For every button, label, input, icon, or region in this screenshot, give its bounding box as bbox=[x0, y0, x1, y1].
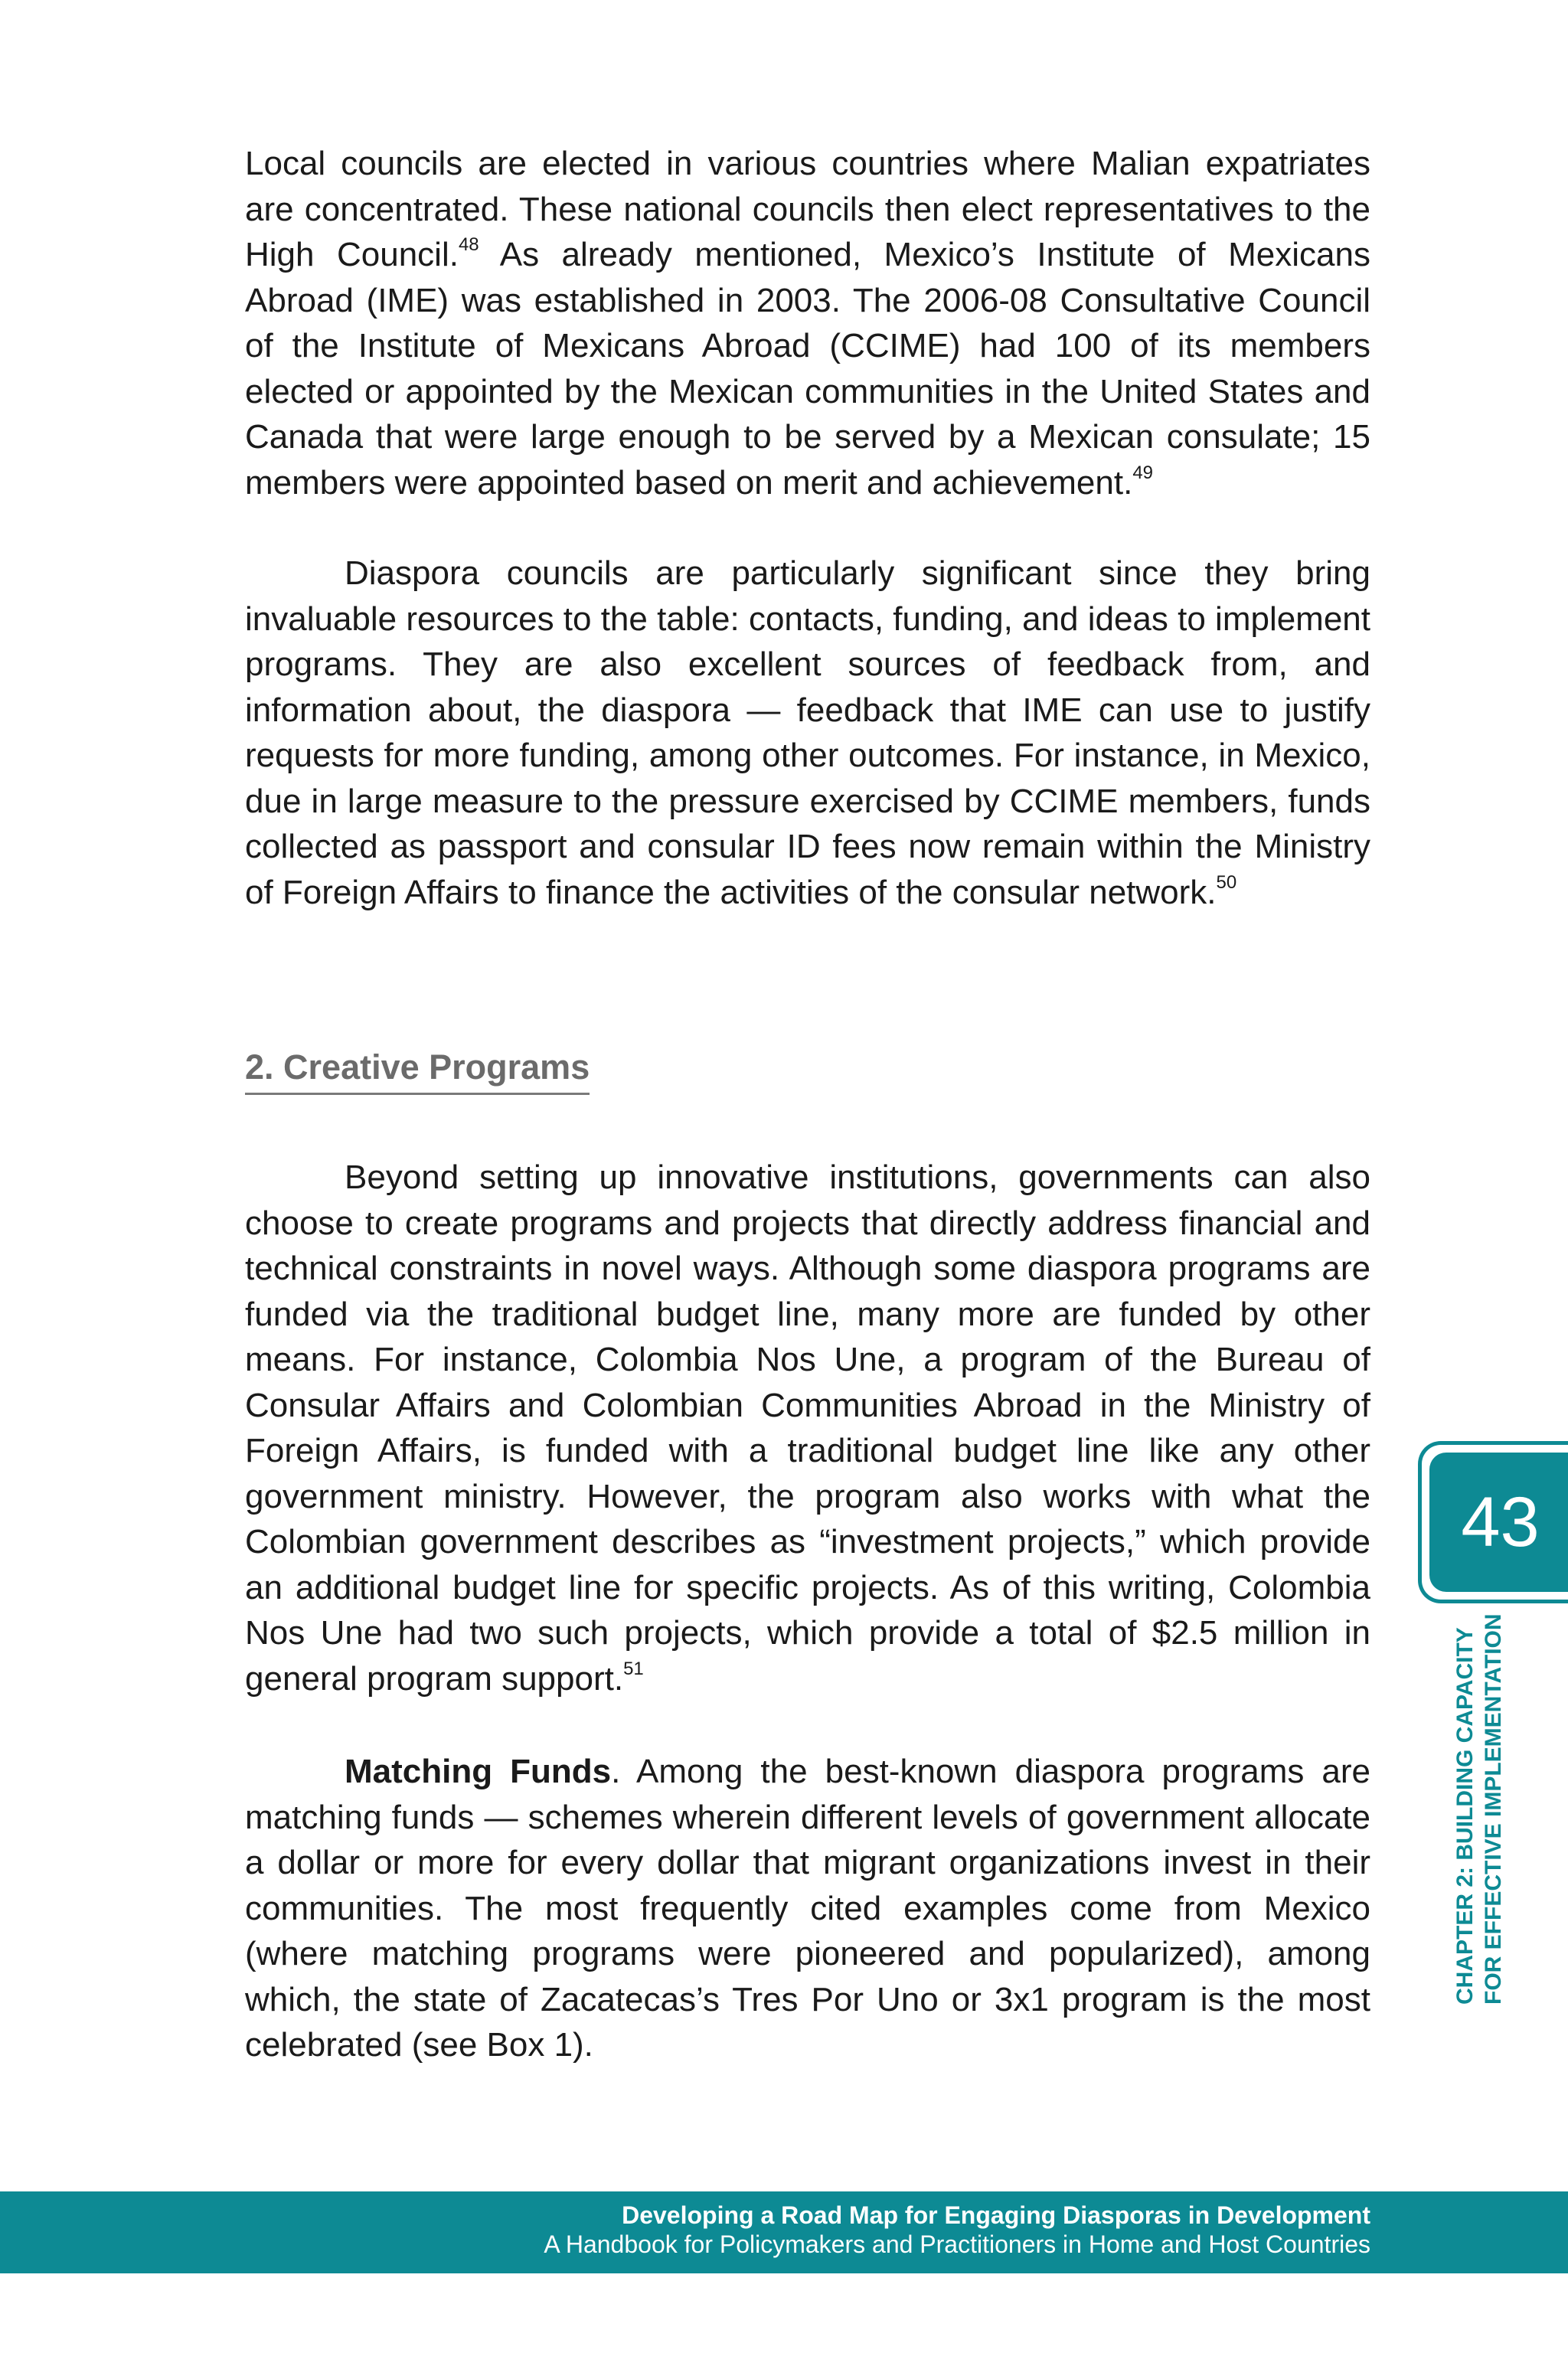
paragraph-diaspora-councils bbox=[245, 551, 1370, 915]
section-heading: 2. Creative Programs bbox=[245, 1044, 590, 1095]
paragraph-lead: Matching Funds bbox=[345, 1753, 612, 1790]
paragraph-matching-funds bbox=[245, 1749, 1370, 2068]
chapter-label bbox=[1451, 1613, 1520, 2005]
chapter-label-text bbox=[1451, 1613, 1508, 2005]
chapter-label-line: FOR EFFECTIVE IMPLEMENTATION bbox=[1481, 1613, 1506, 2005]
paragraph-councils bbox=[245, 141, 1370, 505]
paragraph-text: Local councils are elected in various countries where Malian expatriates are concentrated. These national councils then elect representatives to the High Council. bbox=[245, 145, 1370, 273]
page-number-badge bbox=[1429, 1453, 1568, 1592]
page-number: 43 bbox=[1461, 1482, 1540, 1561]
paragraph-text: Diaspora councils are particularly significant since they bring invaluable resources to the table: contacts, funding, and ideas to implement programs. They are also excellent sources of feedback from, and information about, the diaspora — feedback that IME can use to justify requests for more funding, among other outcomes. For instance, in Mexico, due in large measure to the pressure exercised by CCIME members, funds collected as passport and consular ID fees now remain within the Ministry of Foreign Affairs to finance the activities of the consular network. bbox=[245, 554, 1371, 911]
footer-band bbox=[0, 2191, 1568, 2273]
paragraph-text: Beyond setting up innovative institutions, governments can also choose to create programs and projects that directly address financial and technical constraints in novel ways. Although some diaspora programs are funded via the traditional budget line, many more are funded by other means. For instance, Colombia Nos Une, a program of the Bureau of Consular Affairs and Colombian Communities Abroad in the Ministry of Foreign Affairs, is funded with a traditional budget line like any other government ministry. However, the program also works with what the Colombian government describes as “investment projects,” which provide an additional budget line for specific projects. As of this writing, Colombia Nos Une had two such projects, which provide a total of $2.5 million in general program support. bbox=[245, 1159, 1370, 1698]
paragraph-creative-programs bbox=[245, 1155, 1370, 1701]
page-number-tab bbox=[1418, 1441, 1568, 1603]
paragraph-text: . Among the best-known diaspora programs are matching funds — schemes wherein different levels of government allocate a dollar or more for every dollar that migrant organizations invest in their communities. The most frequently cited examples come from Mexico (where matching programs were pioneered and popularized), among which, the state of Zacatecas’s Tres Por Uno or 3x1 program is the most celebrated (see Box 1). bbox=[245, 1753, 1370, 2064]
footer-title: Developing a Road Map for Engaging Diasporas in Development bbox=[622, 2201, 1370, 2229]
paragraph-text: As already mentioned, Mexico’s Institute of Mexicans Abroad (IME) was established in 2003. The 2006-08 Consultative Council of the Institute of Mexicans Abroad (CCIME) had 100 of its members elected or appointed by the Mexican communities in the United States and Canada that were large enough to be served by a Mexican consulate; 15 members were appointed based on merit and achievement. bbox=[245, 236, 1370, 502]
footnote-ref-49[interactable]: 49 bbox=[1132, 462, 1154, 483]
footnote-ref-48[interactable]: 48 bbox=[458, 234, 479, 255]
chapter-label-line: CHAPTER 2: BUILDING CAPACITY bbox=[1452, 1627, 1478, 2005]
footnote-ref-51[interactable]: 51 bbox=[623, 1658, 644, 1679]
footer-subtitle: A Handbook for Policymakers and Practitioners in Home and Host Countries bbox=[544, 2230, 1370, 2258]
footnote-ref-50[interactable]: 50 bbox=[1216, 871, 1237, 893]
footer-text bbox=[544, 2201, 1370, 2259]
